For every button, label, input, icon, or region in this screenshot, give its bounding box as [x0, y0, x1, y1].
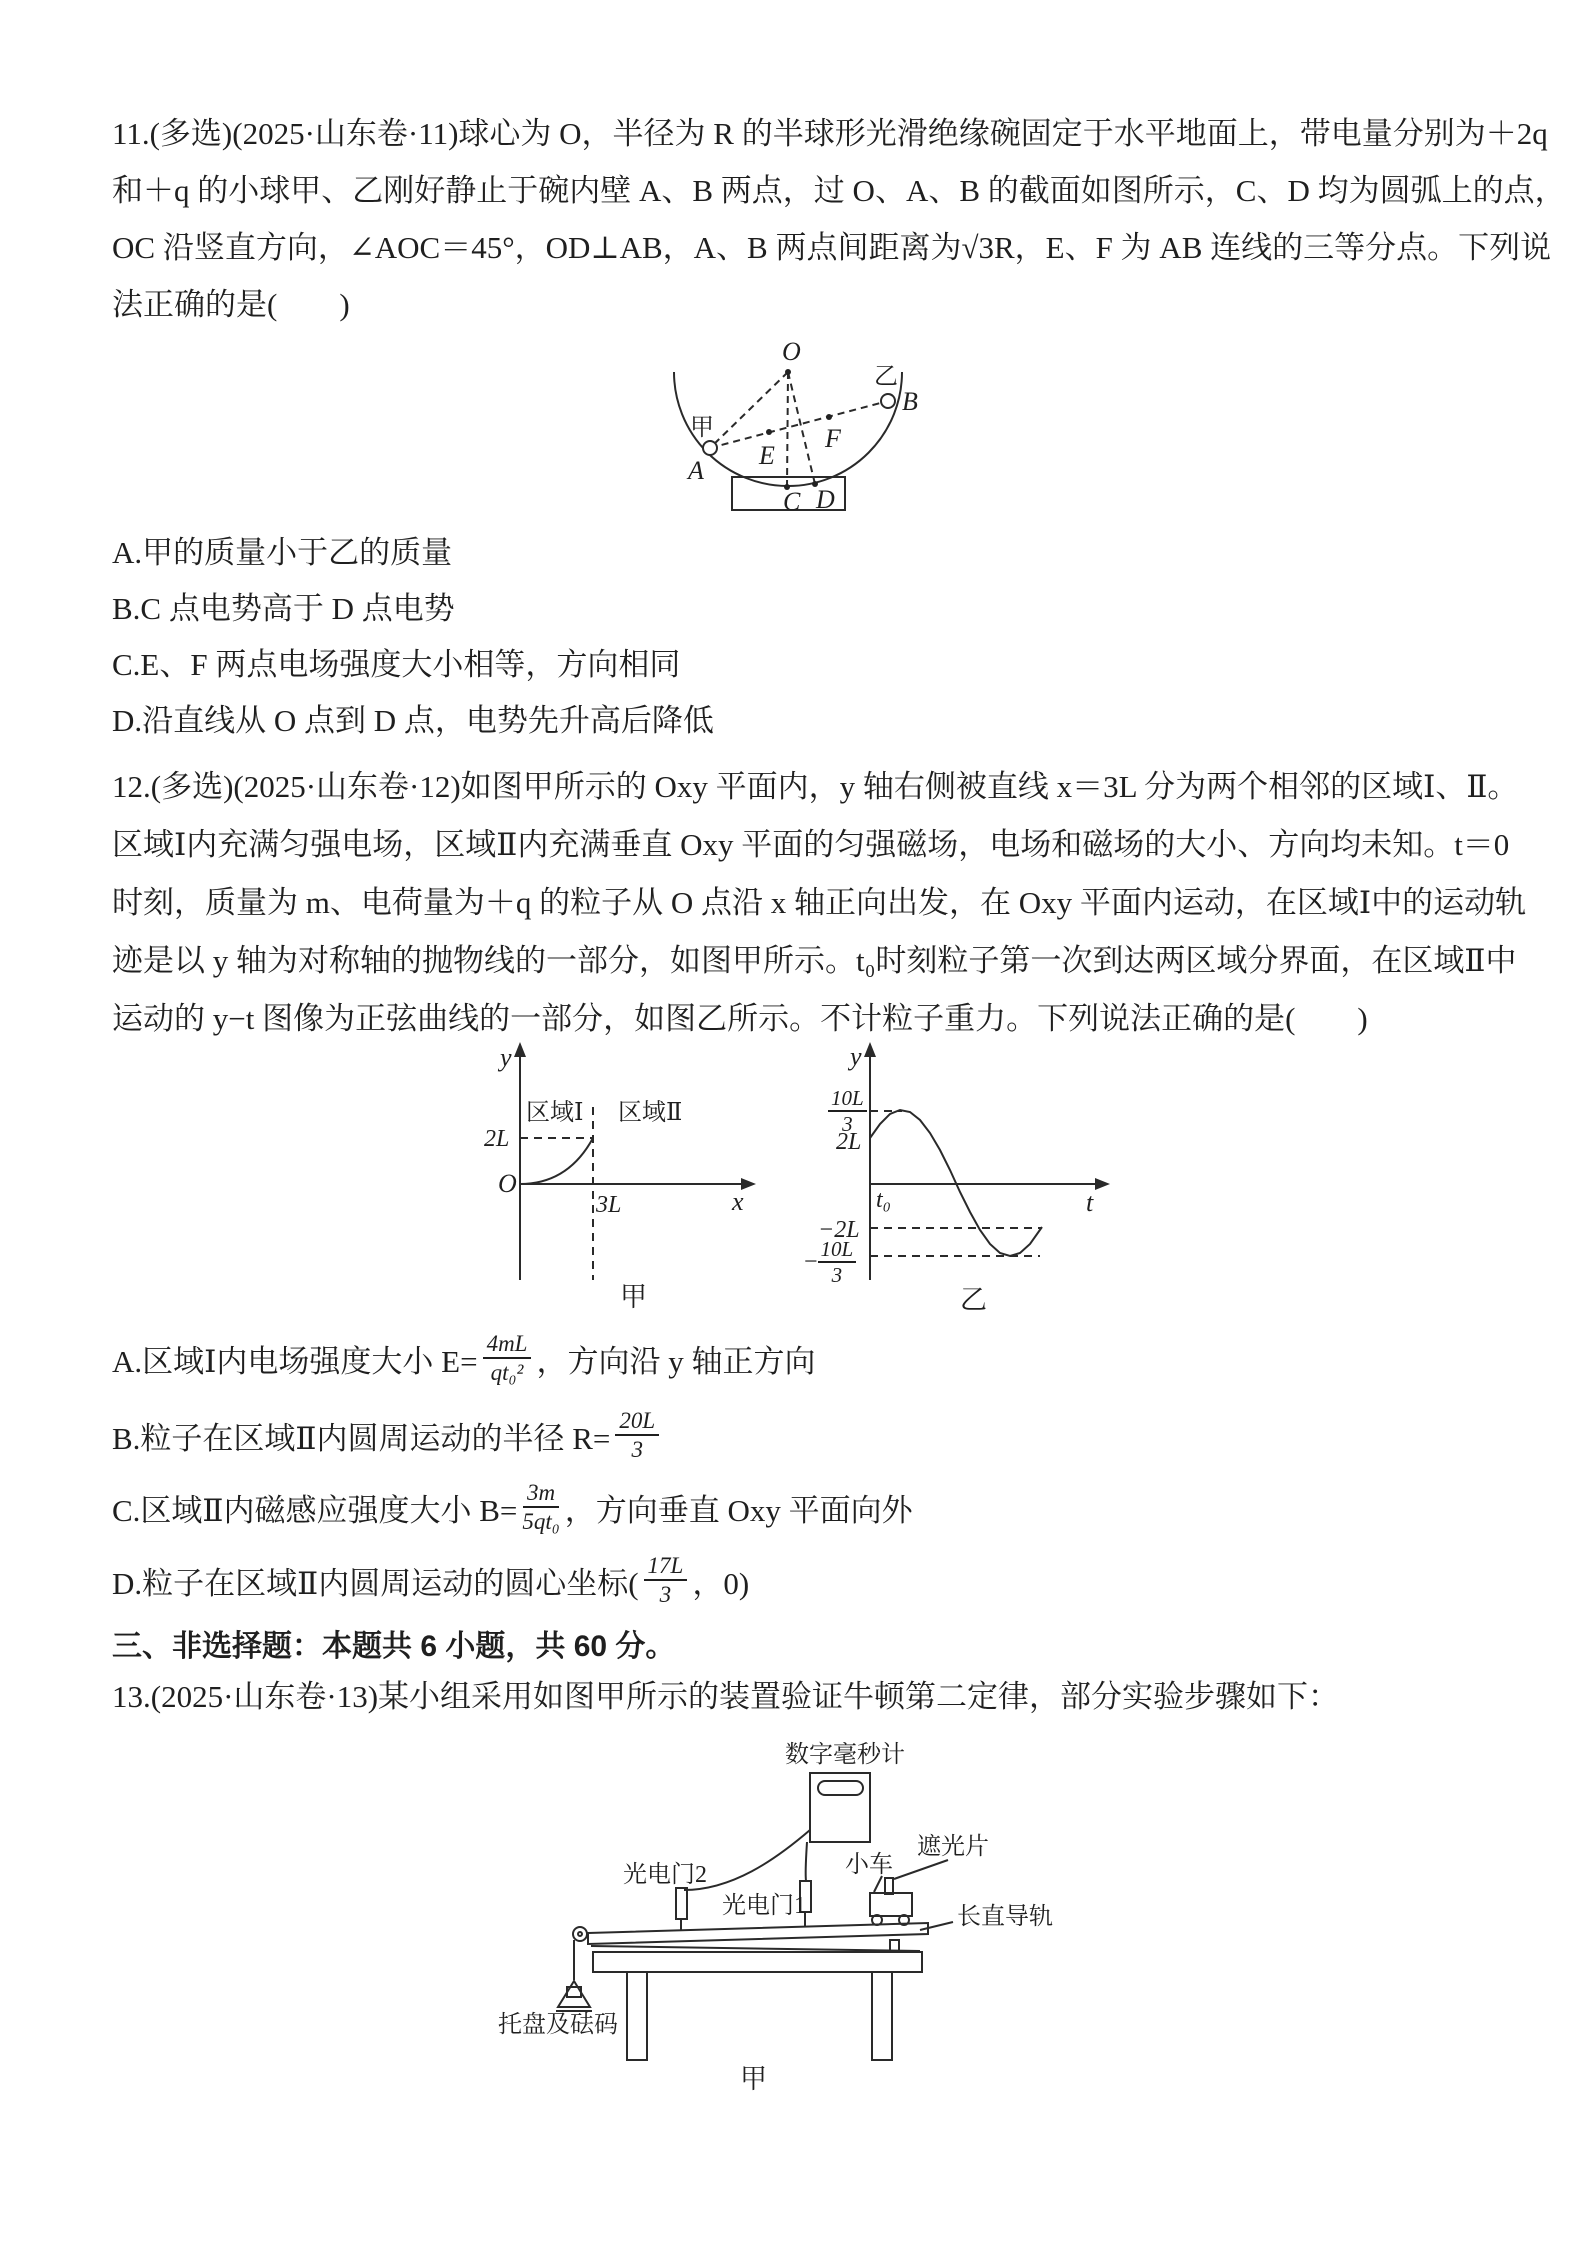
tray-label: 托盘及砝码	[498, 2012, 618, 2038]
option-text: C.区域Ⅱ内磁感应强度大小 B=	[112, 1492, 518, 1528]
table-leg	[627, 1972, 647, 2060]
q12-line: 迹是以 y 轴为对称轴的抛物线的一部分，如图甲所示。t₀时刻粒子第一次到达两区域分界面，在区域Ⅱ中	[112, 943, 1517, 978]
region2-label: 区域Ⅱ	[618, 1100, 683, 1126]
q12-option-c	[112, 1476, 913, 1538]
label-ball-yi: 乙	[874, 364, 898, 390]
line-OD	[788, 372, 815, 484]
section-3-header: 三、非选择题：本题共 6 小题，共 60 分。	[112, 1630, 676, 1663]
q11-line: OC 沿竖直方向，∠AOC＝45°，OD⊥AB，A、B 两点间距离为√3R，E、F 为 AB 连线的三等分点。下列说	[112, 230, 1552, 265]
option-text: ，方向垂直 Oxy 平面向外	[564, 1492, 913, 1528]
frac-numerator: 20L	[615, 1407, 659, 1436]
label-D: D	[816, 485, 835, 514]
option-text: B.粒子在区域Ⅱ内圆周运动的半径 R=	[112, 1420, 611, 1456]
q11-option-a: A.甲的质量小于乙的质量	[112, 535, 453, 570]
photogate-2-post	[676, 1888, 687, 1919]
option-text: ，0)	[692, 1565, 750, 1601]
line-AB	[710, 401, 888, 448]
frac-numerator: 4mL	[483, 1330, 532, 1359]
parabola-trajectory	[520, 1138, 593, 1184]
bowl-figure	[640, 330, 970, 530]
pulley	[573, 1927, 587, 1941]
label-A: A	[688, 456, 704, 485]
question-11-options	[112, 525, 714, 749]
q11-option-c: C.E、F 两点电场强度大小相等，方向相同	[112, 647, 681, 682]
option-text: A.区域Ⅰ内电场强度大小 E=	[112, 1343, 478, 1379]
frac-denominator: 5qt₀	[522, 1509, 560, 1534]
y-axis-arrow	[864, 1042, 876, 1057]
ball-jia	[703, 441, 717, 455]
q12-line: 区域Ⅰ内充满匀强电场，区域Ⅱ内充满垂直 Oxy 平面的匀强磁场，电场和磁场的大小、方向均未知。t＝0	[112, 827, 1510, 862]
shutter-pointer	[894, 1860, 948, 1879]
point-E	[766, 429, 772, 435]
y-axis-label: y	[500, 1043, 512, 1072]
trajectory-graph	[470, 1040, 800, 1330]
q12-line: 12.(多选)(2025·山东卷·12)如图甲所示的 Oxy 平面内，y 轴右侧被直线 x＝3L 分为两个相邻的区域Ⅰ、Ⅱ。	[112, 769, 1519, 804]
minus-sign: −	[804, 1248, 818, 1275]
line-OC	[787, 372, 788, 487]
photogate-2-label: 光电门2	[623, 1862, 707, 1888]
shutter-label: 遮光片	[917, 1834, 989, 1860]
cable-to-gate1	[806, 1842, 807, 1881]
frac-denominator: qt₀²	[490, 1360, 524, 1385]
y-axis-arrow	[514, 1042, 526, 1057]
q11-line: 和＋q 的小球甲、乙刚好静止于碗内壁 A、B 两点，过 O、A、B 的截面如图所示，C、D 均为圆弧上的点，	[112, 173, 1566, 208]
frac-denominator: 3	[659, 1582, 672, 1607]
point-O	[785, 369, 791, 375]
q11-option-d: D.沿直线从 O 点到 D 点，电势先升高后降低	[112, 703, 714, 738]
frac-denominator: 3	[831, 1263, 843, 1287]
question-11-text	[112, 105, 1566, 333]
frac-numerator: 10L	[828, 1086, 867, 1112]
q13-line: 13.(2025·山东卷·13)某小组采用如图甲所示的装置验证牛顿第二定律，部分实验步骤如下：	[112, 1679, 1340, 1714]
q12-line: 时刻，质量为 m、电荷量为＋q 的粒子从 O 点沿 x 轴正向出发，在 Oxy 平面内运动，在区域Ⅰ中的运动轨	[112, 885, 1527, 920]
tray-cone	[558, 1981, 590, 2007]
tick-3L: 3L	[596, 1192, 622, 1218]
q11-line: 11.(多选)(2025·山东卷·11)球心为 O，半径为 R 的半球形光滑绝缘碗固定于水平地面上，带电量分别为＋2q	[112, 116, 1548, 151]
photogate-1-label: 光电门1	[722, 1893, 806, 1919]
tick-neg-2L: −2L	[818, 1217, 860, 1243]
line-OA	[710, 372, 788, 448]
q12-option-d	[112, 1549, 749, 1611]
shutter-flag	[885, 1878, 893, 1894]
region1-label: 区域Ⅰ	[526, 1100, 584, 1126]
label-B: B	[902, 387, 918, 416]
timer-label: 数字毫秒计	[785, 1742, 905, 1768]
label-C: C	[783, 487, 801, 516]
origin-label: O	[498, 1169, 517, 1198]
rail-label: 长直导轨	[957, 1904, 1053, 1930]
frac-denominator: 3	[631, 1437, 644, 1462]
ball-yi	[881, 394, 895, 408]
x-axis-label: x	[732, 1187, 744, 1216]
rail	[588, 1923, 928, 1944]
cart-pointer	[874, 1876, 882, 1892]
apparatus-caption: 甲	[740, 2064, 767, 2094]
question-12-text	[112, 758, 1526, 1048]
question-13-text	[112, 1668, 1339, 1725]
cart-label: 小车	[845, 1852, 893, 1878]
label-O: O	[782, 337, 801, 366]
q11-line: 法正确的是( )	[112, 287, 350, 322]
tick-2L: 2L	[836, 1129, 862, 1155]
t-axis-arrow	[1095, 1178, 1110, 1190]
q12-line: 运动的 y−t 图像为正弦曲线的一部分，如图乙所示。不计粒子重力。下列说法正确的是( )	[112, 1001, 1368, 1036]
table-top	[593, 1952, 922, 1972]
point-F	[826, 414, 832, 420]
option-text: ，方向沿 y 轴正方向	[536, 1343, 816, 1379]
label-E: E	[759, 441, 775, 470]
label-ball-jia: 甲	[690, 415, 714, 441]
frac-numerator: 3m	[523, 1479, 559, 1508]
q12-option-b	[112, 1404, 664, 1466]
label-F: F	[825, 424, 841, 453]
frac-numerator: 17L	[644, 1552, 688, 1581]
q11-option-b: B.C 点电势高于 D 点电势	[112, 591, 455, 626]
apparatus-figure	[470, 1740, 1130, 2110]
tick-neg-10L-3	[804, 1237, 856, 1287]
yt-graph	[790, 1040, 1150, 1330]
t-axis-label: t	[1086, 1188, 1094, 1217]
rail-wedge-line	[591, 1946, 920, 1951]
frac-numerator: 10L	[818, 1237, 857, 1263]
cart-body	[870, 1893, 912, 1916]
y-axis-label: y	[850, 1042, 862, 1071]
figure-jia-caption: 甲	[620, 1282, 647, 1312]
timer-display	[818, 1781, 863, 1795]
figure-yi-caption: 乙	[960, 1285, 987, 1315]
tick-t0: t₀	[876, 1187, 892, 1213]
q12-option-a	[112, 1327, 815, 1389]
table-leg	[872, 1972, 892, 2060]
option-text: D.粒子在区域Ⅱ内圆周运动的圆心坐标(	[112, 1565, 639, 1601]
frac-denominator: 3	[842, 1112, 853, 1136]
tick-2L: 2L	[484, 1126, 510, 1152]
